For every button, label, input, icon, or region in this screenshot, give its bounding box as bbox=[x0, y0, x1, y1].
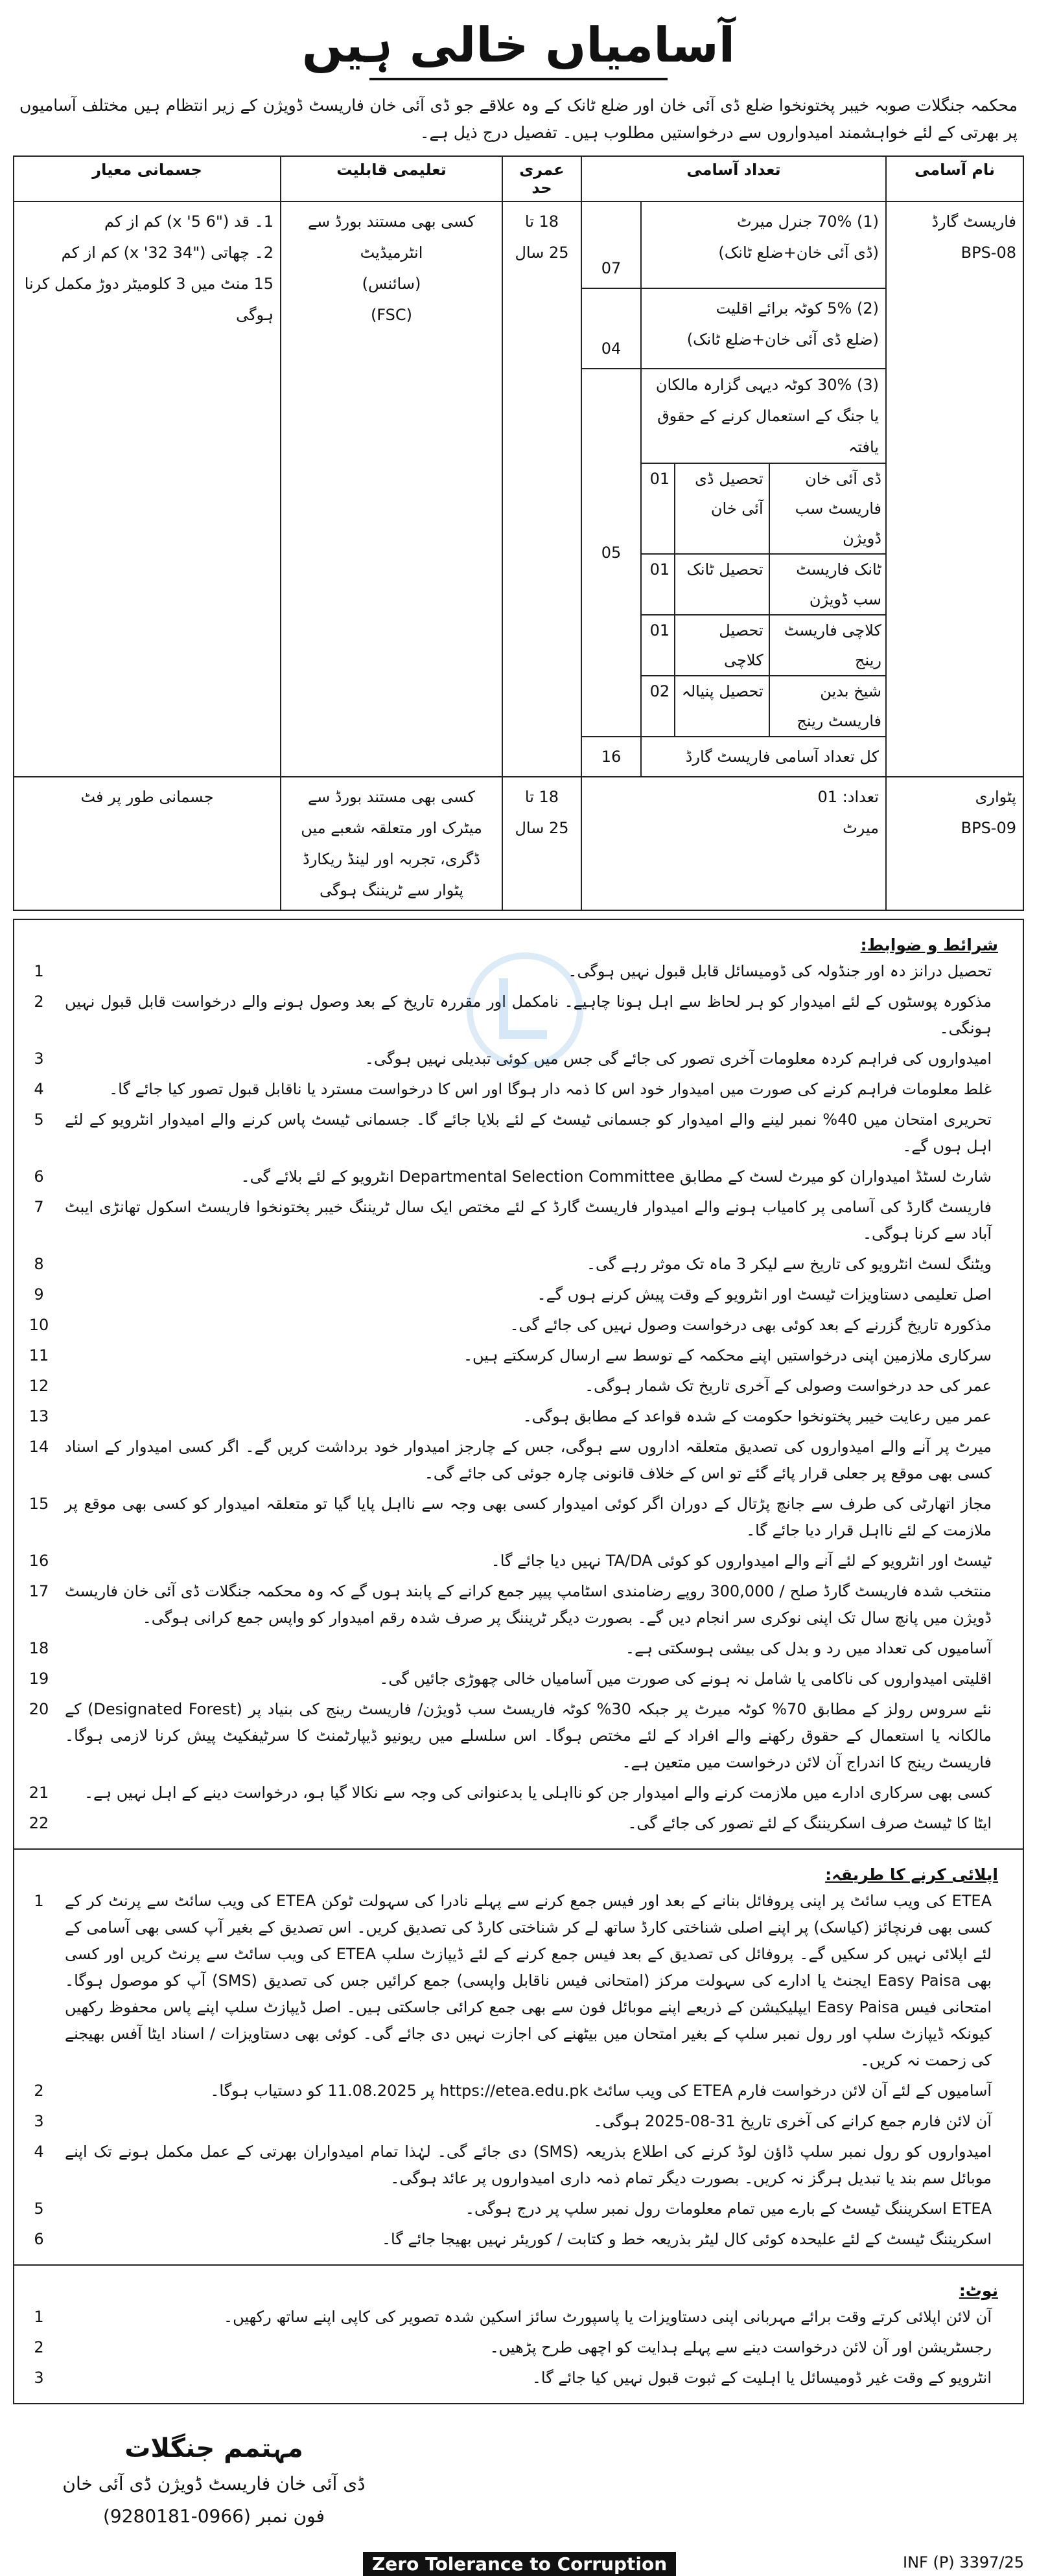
notes-heading: نوٹ: bbox=[959, 2281, 998, 2300]
signature-phone: فون نمبر (0966-9280181) bbox=[102, 2505, 325, 2527]
footer bbox=[13, 2416, 1024, 2575]
apply-step-text: ETEA کی ویب سائٹ پر اپنی پروفائل بنانے کے بعد اور فیس جمع کرنے سے پہلے نادرا کی سہولت ٹوکن ETEA کی ویب سائٹ سے پرنٹ کر کے کسی بھی فرنچائز (کیاسک) پر اپنے اصلی شناختی کارڈ ساتھ لے کر شناختی کارڈ کی تصدیق کریں۔ اس تصدیق کے بغیر آپ کسی بھی آسامی کے لئے اپلائی نہیں کر سکیں گے۔ پروفائل کی تصدیق کے بعد فیس جمع کرنے کے لئے ڈیپازٹ سلپ ETEA کی ویب سائٹ سے پرنٹ کریں اور کسی بھی Easy Paisa ایجنٹ یا ادارے کی سہولت مرکز (امتحانی فیس ناقابل واپسی) جمع کرائیں جس کی تصدیق (SMS) آپ کو موصول ہوگا۔ امتحانی فیس Easy Paisa ایپلیکیشن کے ذریعے اپنے موبائل فون سے بھی جمع کرائی جاسکتی ہیں۔ اصل ڈیپازٹ سلپ اپنے پاس محفوظ رکھیں کیونکہ ڈیپازٹ سلپ اور رول نمبر سلپ کے بغیر امتحان میں بیٹھنے کی اجازت نہیں دی جائے گی۔ کوئی بھی دستاویزات / اسناد ایٹا آفس بھیجنے کی زحمت نہ کریں۔ bbox=[65, 1892, 992, 2069]
signature-title: مہتمم جنگلات bbox=[124, 2433, 303, 2463]
signature-office: ڈی آئی خان فاریسٹ ڈویژن ڈی آئی خان bbox=[62, 2473, 366, 2494]
apply-step-number: 4 bbox=[34, 2143, 44, 2161]
rule-item-text: اقلیتی امیدواروں کی ناکامی یا شامل نہ ہونے کی صورت میں آسامیاں خالی چھوڑی جائیں گی۔ bbox=[379, 1670, 992, 1688]
vacancy-table bbox=[13, 155, 1024, 911]
total-label: کل تعداد آسامی فاریسٹ گارڈ bbox=[641, 737, 886, 777]
rule-item-text: ویٹنگ لسٹ انٹرویو کی تاریخ سے لیکر 3 ماہ تک موثر رہے گی۔ bbox=[586, 1255, 992, 1273]
table-row bbox=[14, 777, 1023, 910]
rule-item bbox=[19, 1780, 1018, 1806]
sub-division-3: شیخ بدین فاریسٹ رینج تحصیل پنیالہ 02 bbox=[642, 676, 885, 736]
total-count: 16 bbox=[581, 737, 641, 777]
apply-step-number: 2 bbox=[34, 2082, 44, 2100]
rule-item-text: میرٹ پر آنے والے امیدواروں کی تصدیق متعلقہ اداروں سے ہوگی، جس کے چارجز امیدوار خود برداشت کریں گے۔ اگر کسی امیدوار کے اسناد کسی بھی موقع پر جعلی قرار پائے گئے تو اس کے خلاف قانونی چارہ جوئی کی جائے گی۔ bbox=[65, 1438, 992, 1482]
apply-step bbox=[19, 2226, 1018, 2253]
sub-division-0: ڈی آئی خان فاریسٹ سب ڈویژن تحصیل ڈی آئی خان 01 bbox=[642, 464, 885, 555]
sub-division-2: کلاچی فاریسٹ رینج تحصیل کلاچی 01 bbox=[642, 615, 885, 676]
rule-item bbox=[19, 1666, 1018, 1692]
slogan-banner: Zero Tolerance to Corruption bbox=[363, 2552, 676, 2576]
rule-item-text: ٹیسٹ اور انٹرویو کے لئے آنے والے امیدواروں کو کوئی TA/DA نہیں دیا جائے گا۔ bbox=[491, 1552, 992, 1570]
rule-item bbox=[19, 1194, 1018, 1247]
rules-heading: شرائط و ضوابط: bbox=[860, 936, 998, 954]
rule-item-number: 19 bbox=[29, 1670, 49, 1688]
rule-item-text: اصل تعلیمی دستاویزات ٹیسٹ اور انٹرویو کے وقت پیش کرنے ہوں گے۔ bbox=[537, 1285, 992, 1304]
rule-item-text: کسی بھی سرکاری ادارے میں ملازمت کرنے والے امیدوار جن کو نااہلی یا بدعنوانی کی وجہ سے نکالا گیا ہو، درخواست دینے کے اہل نہیں ہے۔ bbox=[84, 1784, 992, 1802]
rule-item-text: تحصیل درانز دہ اور جنڈولہ کی ڈومیسائل قابل قبول نہیں ہوگی۔ bbox=[568, 962, 992, 980]
notes-list bbox=[19, 2304, 1018, 2391]
rule-item bbox=[19, 1548, 1018, 1574]
quota-minority: (2) 5% کوٹہ برائے اقلیت (ضلع ڈی آئی خان+ضلع ٹانک) bbox=[641, 288, 886, 369]
apply-step bbox=[19, 2196, 1018, 2222]
apply-step bbox=[19, 2078, 1018, 2104]
quota-local: (3) 30% کوٹہ دیہی گزارہ مالکان یا جنگ کے استعمال کرنے کے حقوق یافتہ ڈی آئی خان فاریسٹ سب ڈویژن تحصیل ڈی آئی خان 01 ٹانک فاریسٹ سب ڈویژن تحصیل ٹانک 01 کلاچی فاریسٹ رینج تحصیل کلاچی 01 شیخ بدین فاریسٹ رینج تحصیل پنیالہ 02 bbox=[641, 369, 886, 737]
apply-step-text: ETEA اسکریننگ ٹیسٹ کے بارے میں تمام معلومات رول نمبر سلپ پر درج ہوگی۔ bbox=[465, 2200, 992, 2218]
rule-item-text: منتخب شدہ فاریسٹ گارڈ صلح / 300,000 روپے رضامندی اسٹامپ پیپر جمع کرانے کے پابند ہوں گے کہ وہ محکمہ جنگلات ڈی آئی خان فاریسٹ ڈویژن میں پانچ سال تک اپنی نوکری سر انجام دیں گے۔ بصورت دیگر ٹریننگ پر صرف شدہ رقم امیدوار کو واپس جمع کرانی ہوگی۔ bbox=[65, 1582, 992, 1627]
rule-item-number: 21 bbox=[29, 1784, 49, 1802]
rule-item-number: 5 bbox=[34, 1110, 44, 1129]
education-forest-guard: کسی بھی مستند بورڈ سے انٹرمیڈیٹ (سائنس) (FSC) bbox=[281, 201, 502, 777]
apply-heading: اپلائی کرنے کا طریقہ: bbox=[825, 1865, 998, 1884]
rule-item bbox=[19, 1282, 1018, 1308]
apply-step-text: اسکریننگ ٹیسٹ کے لئے علیحدہ کوئی کال لیٹر بذریعہ خط و کتابت / کوریئر نہیں بھیجا جائے گا۔ bbox=[381, 2230, 992, 2248]
apply-step-text: آسامیوں کے لئے آن لائن درخواست فارم ETEA کی ویب سائٹ https://etea.edu.pk پر 11.08.2025 کو دستیاب ہوگا۔ bbox=[210, 2082, 992, 2100]
apply-step-text: آن لائن فارم جمع کرانے کی آخری تاریخ 31-08-2025 ہوگی۔ bbox=[593, 2112, 992, 2130]
note-item-text: انٹرویو کے وقت غیر ڈومیسائل یا اہلیت کے ثبوت قبول نہیں کیا جائے گا۔ bbox=[531, 2369, 992, 2387]
rule-item-text: سرکاری ملازمین اپنی درخواستیں اپنے محکمہ کے توسط سے ارسال کرسکتے ہیں۔ bbox=[463, 1346, 992, 1364]
apply-step-text: امیدواروں کو رول نمبر سلپ ڈاؤن لوڈ کرنے کی اطلاع بذریعہ (SMS) دی جائے گی۔ لہٰذا تمام امیدواران بھرتی کے عمل مکمل ہونے تک اپنے موبائل سم بند یا تبدیل ہرگز نہ کریں۔ بصورت دیگر تمام ذمہ داری امیدواروں پر عائد ہوگی۔ bbox=[65, 2143, 992, 2187]
rule-item-number: 14 bbox=[29, 1438, 49, 1456]
rule-item-number: 18 bbox=[29, 1639, 49, 1657]
note-item-number: 2 bbox=[34, 2338, 44, 2356]
rule-item-text: فاریسٹ گارڈ کی آسامی پر کامیاب ہونے والے امیدوار فاریسٹ گارڈ کے لئے مختص ایک سال ٹریننگ خیبر پختونخوا فاریسٹ اسکول تھانڑی ایبٹ آباد سے کرنا ہوگی۔ bbox=[65, 1198, 992, 1243]
apply-step-number: 1 bbox=[34, 1892, 44, 1910]
rule-item-number: 11 bbox=[29, 1346, 49, 1364]
note-item-number: 1 bbox=[34, 2308, 44, 2326]
rule-item-text: شارٹ لسٹڈ امیدواران کو میرٹ لسٹ کے مطابق Departmental Selection Committee انٹرویو کے لئے بلائے گی۔ bbox=[240, 1167, 992, 1186]
rule-item bbox=[19, 1635, 1018, 1662]
rule-item-number: 15 bbox=[29, 1495, 49, 1513]
rule-item bbox=[19, 1491, 1018, 1544]
note-item-text: رجسٹریشن اور آن لائن درخواست دینے سے پہلے ہدایت کو اچھی طرح پڑھیں۔ bbox=[489, 2338, 992, 2356]
rule-item bbox=[19, 1696, 1018, 1776]
rule-item bbox=[19, 1434, 1018, 1487]
rule-item-text: مذکورہ تاریخ گزرنے کے بعد کوئی بھی درخواست وصول نہیں کی جائے گی۔ bbox=[509, 1316, 992, 1334]
rule-item-text: عمر کی حد درخواست وصولی کے آخری تاریخ تک شمار ہوگی۔ bbox=[585, 1377, 992, 1395]
apply-step bbox=[19, 1888, 1018, 2074]
rule-item-text: مذکورہ پوسٹوں کے لئے امیدوار کو ہر لحاظ سے اہل ہونا چاہیے۔ نامکمل اور مقررہ تاریخ کے بعد وصول ہونے والے درخواست قابل قبول نہیں ہونگی۔ bbox=[65, 993, 992, 1037]
rule-item-number: 10 bbox=[29, 1316, 49, 1334]
header-age: عمری حد bbox=[502, 156, 581, 201]
post-forest-guard: فاریسٹ گارڈ BPS-08 bbox=[886, 201, 1023, 777]
header-physical: جسمانی معیار bbox=[14, 156, 281, 201]
rules-list bbox=[19, 958, 1018, 1837]
age-forest-guard: 18 تا 25 سال bbox=[502, 201, 581, 777]
title-underline bbox=[369, 78, 668, 80]
rule-item bbox=[19, 1107, 1018, 1160]
rule-item-number: 1 bbox=[34, 962, 44, 980]
rule-item-text: مجاز اتھارٹی کی طرف سے جانچ پڑتال کے دوران اگر کوئی امیدوار کسی بھی وجہ سے نااہل پایا گیا تو متعلقہ امیدوار کو کسی بھی موقع پر ملازمت کے لئے نااہل قرار دیا جائے گا۔ bbox=[65, 1495, 992, 1539]
count-minority: 04 bbox=[581, 288, 641, 369]
table-row bbox=[14, 201, 1023, 288]
rule-item-number: 12 bbox=[29, 1377, 49, 1395]
rule-item bbox=[19, 1312, 1018, 1339]
note-item bbox=[19, 2304, 1018, 2330]
count-local: 05 bbox=[581, 369, 641, 737]
sub-division-1: ٹانک فاریسٹ سب ڈویژن تحصیل ٹانک 01 bbox=[642, 555, 885, 615]
rule-item-number: 6 bbox=[34, 1167, 44, 1186]
header-post-name: نام آسامی bbox=[886, 156, 1023, 201]
count-general: 07 bbox=[581, 201, 641, 288]
quota-general: (1) 70% جنرل میرٹ (ڈی آئی خان+ضلع ٹانک) bbox=[641, 201, 886, 288]
note-item bbox=[19, 2365, 1018, 2391]
apply-step bbox=[19, 2108, 1018, 2135]
rule-item-text: تحریری امتحان میں 40% نمبر لینے والے امیدوار کو جسمانی ٹیسٹ کے لئے بلایا جائے گا۔ جسمانی ٹیسٹ پاس کرنے والے امیدوار انٹرویو کے لئے اہل ہوں گے۔ bbox=[65, 1110, 992, 1155]
header-education: تعلیمی قابلیت bbox=[281, 156, 502, 201]
post-patwari: پٹواری BPS-09 bbox=[886, 777, 1023, 910]
watermark-logo-icon bbox=[467, 952, 583, 1069]
physical-forest-guard: 1۔ قد ("6 x '5) کم از کم 2۔ چھاتی ("34 x '32) کم از کم 15 منٹ میں 3 کلومیٹر دوڑ مکمل کرنا ہوگی bbox=[14, 201, 281, 777]
apply-list bbox=[19, 1888, 1018, 2253]
rule-item bbox=[19, 1076, 1018, 1103]
physical-patwari: جسمانی طور پر فٹ bbox=[14, 777, 281, 910]
rule-item-text: عمر میں رعایت خیبر پختونخوا حکومت کے شدہ قواعد کے مطابق ہوگی۔ bbox=[522, 1407, 992, 1425]
note-item-text: آن لائن اپلائی کرتے وقت برائے مہربانی اپنی دستاویزات یا پاسپورٹ سائز اسکین شدہ تصویر کی کاپی اپنے ساتھ رکھیں۔ bbox=[224, 2308, 992, 2326]
rule-item-text: نئے سروس رولز کے مطابق 70% کوٹہ میرٹ پر جبکہ 30% کوٹہ فاریسٹ سب ڈویژن/ فاریسٹ رینج کی بنیاد پر (Designated Forest) کے مالکانہ یا استعمال کے حقوق رکھنے والے افراد کے لئے مختص ہوگا۔ اس سلسلے میں ریونیو ڈیپارٹمنٹ کا سرٹیفکیٹ پیش کرنا لازمی ہوگا۔ فاریسٹ رینج کا اندراج آن لائن درخواست میں متعین ہے۔ bbox=[65, 1700, 992, 1771]
intro-paragraph: محکمہ جنگلات صوبہ خیبر پختونخوا ضلع ڈی آئی خان اور ضلع ٹانک کے وہ علاقے جو ڈی آئی خان فاریسٹ ڈویژن کے زیر انتظام ہیں مختلف آسامیوں پر بھرتی کے لئے خواہشمند امیدواروں سے درخواستیں مطلوب ہیں۔ تفصیل درج ذیل ہے۔ bbox=[19, 96, 1018, 142]
rule-item-number: 13 bbox=[29, 1407, 49, 1425]
rule-item-number: 22 bbox=[29, 1814, 49, 1832]
advertisement-page bbox=[13, 0, 1024, 2575]
note-item-number: 3 bbox=[34, 2369, 44, 2387]
education-patwari: کسی بھی مستند بورڈ سے میٹرک اور متعلقہ شعبے میں ڈگری، تجربہ اور لینڈ ریکارڈ پٹوار سے ٹریننگ ہوگی bbox=[281, 777, 502, 910]
rule-item-text: ایٹا کا ٹیسٹ صرف اسکریننگ کے لئے تصور کی جائے گی۔ bbox=[627, 1814, 992, 1832]
rule-item-number: 8 bbox=[34, 1255, 44, 1273]
apply-step-number: 5 bbox=[34, 2200, 44, 2218]
note-item bbox=[19, 2334, 1018, 2361]
rule-item-number: 9 bbox=[34, 1285, 44, 1304]
rule-item bbox=[19, 1164, 1018, 1190]
rule-item-text: غلط معلومات فراہم کرنے کی صورت میں امیدوار خود اس کا ذمہ دار ہوگا اور اس کا درخواست مسترد یا ناقابل قبول تصور کیا جائے گا۔ bbox=[109, 1080, 992, 1098]
header-quota: تعداد آسامی bbox=[581, 156, 886, 201]
signature-block bbox=[13, 2429, 415, 2533]
rule-item-number: 2 bbox=[34, 993, 44, 1011]
inf-reference: INF (P) 3397/25 bbox=[903, 2553, 1024, 2571]
apply-step-number: 3 bbox=[34, 2112, 44, 2130]
notes-box bbox=[13, 2266, 1024, 2404]
rule-item-text: آسامیوں کی تعداد میں رد و بدل کی بیشی ہوسکتی ہے۔ bbox=[625, 1639, 992, 1657]
apply-step-number: 6 bbox=[34, 2230, 44, 2248]
apply-box bbox=[13, 1850, 1024, 2266]
rule-item bbox=[19, 1373, 1018, 1399]
rule-item-text: امیدواروں کی فراہم کردہ معلومات آخری تصور کی جائے گی جس میں کوئی تبدیلی نہیں ہوگی۔ bbox=[364, 1050, 992, 1068]
rule-item-number: 16 bbox=[29, 1552, 49, 1570]
rule-item bbox=[19, 1251, 1018, 1278]
rule-item bbox=[19, 1342, 1018, 1369]
age-patwari: 18 تا 25 سال bbox=[502, 777, 581, 910]
rule-item-number: 4 bbox=[34, 1080, 44, 1098]
page-title: آسامیاں خالی ہیں bbox=[301, 17, 736, 73]
quota-patwari: تعداد: 01 میرٹ bbox=[581, 777, 886, 910]
rule-item-number: 3 bbox=[34, 1050, 44, 1068]
rule-item-number: 20 bbox=[29, 1700, 49, 1718]
rule-item-number: 17 bbox=[29, 1582, 49, 1600]
rule-item bbox=[19, 1403, 1018, 1430]
rule-item bbox=[19, 1810, 1018, 1837]
rule-item-number: 7 bbox=[34, 1198, 44, 1216]
rule-item bbox=[19, 1578, 1018, 1631]
apply-step bbox=[19, 2139, 1018, 2192]
